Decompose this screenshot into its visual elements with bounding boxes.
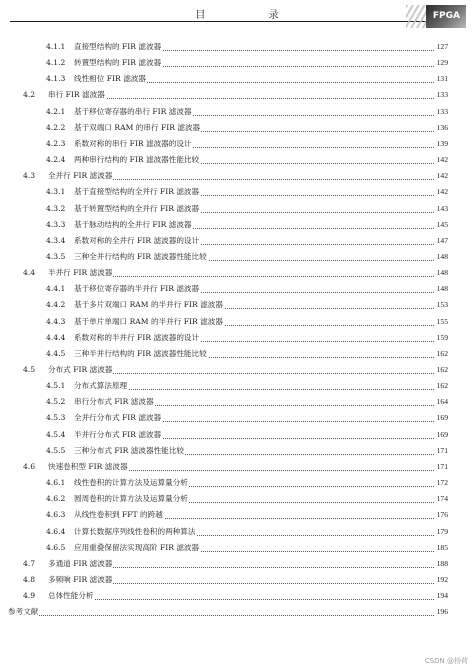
toc-title: 两种串行结构的 FIR 滤波器性能比较	[74, 153, 200, 167]
toc-title: 半并行分布式 FIR 滤波器	[74, 428, 162, 442]
toc-title: 转置型结构的 FIR 滤波器	[74, 56, 162, 70]
toc-page-number: 171	[436, 460, 448, 474]
toc-subsection-entry	[46, 492, 448, 506]
toc-title: 基于双端口 RAM 的串行 FIR 滤波器	[74, 121, 201, 135]
toc-title: 系数对称的串行 FIR 滤波器的设计	[74, 137, 193, 151]
toc-subsection-entry	[46, 298, 448, 312]
toc-title: 串行分布式 FIR 滤波器	[74, 395, 155, 409]
toc-subsection-entry	[46, 153, 448, 167]
toc-subsection-entry	[46, 185, 448, 199]
toc-number: 4.6.2	[46, 494, 66, 504]
toc-title: 基于多片双端口 RAM 的半并行 FIR 滤波器	[74, 298, 224, 312]
toc-number: 4.6.5	[46, 542, 66, 552]
toc-subsection-entry	[46, 202, 448, 216]
page-header	[0, 0, 474, 26]
toc-title: 计算长数据序列线性卷积的两种算法	[74, 525, 197, 539]
toc-number: 4.7	[23, 558, 36, 568]
toc-page-number: 145	[436, 218, 448, 232]
toc-title: 线性卷积的计算方法及运算量分析	[74, 476, 189, 490]
toc-number: 4.3.4	[46, 235, 66, 245]
toc-page-number: 127	[436, 40, 448, 54]
toc-subsection-entry	[46, 428, 448, 442]
toc-page-number: 148	[436, 250, 448, 264]
toc-subsection-entry	[46, 379, 448, 393]
toc-number: 4.2	[23, 90, 36, 100]
toc-page-number: 176	[436, 508, 448, 522]
toc-number: 4.1.3	[46, 74, 66, 84]
dot-leader	[8, 615, 434, 616]
toc-number: 4.5.3	[46, 413, 66, 423]
toc-number: 4.3	[23, 171, 36, 181]
toc-number: 4.1.1	[46, 42, 66, 51]
toc-title: 全并行 FIR 滤波器	[48, 169, 113, 183]
toc-number: 4.9	[23, 591, 36, 601]
toc-number: 4.5.5	[46, 445, 66, 455]
logo-stripes	[406, 5, 426, 28]
toc-title: 总体性能分析	[48, 589, 95, 603]
toc-subsection-entry	[46, 525, 448, 539]
toc-subsection-entry	[46, 250, 448, 264]
toc-title: 分布式 FIR 滤波器	[48, 363, 113, 377]
toc-page-number: 142	[436, 153, 448, 167]
toc-page-number: 174	[436, 492, 448, 506]
toc-page-number: 148	[436, 282, 448, 296]
toc-number: 4.5	[23, 365, 36, 374]
toc-page-number: 192	[436, 573, 448, 587]
toc-section-entry	[23, 266, 448, 280]
toc-number: 4.6.1	[46, 478, 66, 488]
toc-page-number: 131	[436, 72, 448, 86]
toc-subsection-entry	[46, 56, 448, 70]
toc-number: 4.4	[23, 268, 36, 278]
toc-title: 基于移位寄存器的串行 FIR 滤波器	[74, 105, 193, 119]
toc-number: 4.4.5	[46, 348, 66, 358]
toc-number: 4.4.1	[46, 284, 66, 294]
toc-page-number: 196	[436, 605, 448, 619]
page-title: 目 录	[195, 10, 309, 21]
toc-page-number: 133	[436, 105, 448, 119]
toc-number: 4.2.2	[46, 122, 66, 132]
toc-subsection-entry	[46, 347, 448, 361]
toc-number: 4.4.2	[46, 300, 66, 310]
toc-title: 全并行分布式 FIR 滤波器	[74, 411, 162, 425]
fpga-logo	[406, 5, 466, 28]
toc-page-number: 162	[436, 379, 448, 393]
toc-page-number: 194	[436, 589, 448, 603]
toc-title: 基于直接型结构的全并行 FIR 滤波器	[74, 185, 200, 199]
toc-page-number: 133	[436, 88, 448, 102]
toc-subsection-entry	[46, 218, 448, 232]
toc-subsection-entry	[46, 315, 448, 329]
toc-title: 线性相位 FIR 滤波器	[74, 72, 147, 86]
toc-number: 4.3.2	[46, 203, 66, 213]
toc-subsection-entry	[46, 541, 448, 555]
toc-page-number: 171	[436, 444, 448, 458]
toc-subsection-entry	[46, 40, 448, 54]
toc-title: 三种分布式 FIR 滤波器性能比较	[74, 444, 185, 458]
toc-number: 4.8	[23, 574, 36, 584]
toc-number: 4.5.1	[46, 381, 66, 391]
toc-section-entry	[23, 363, 448, 377]
toc-title: 圆周卷积的计算方法及运算量分析	[74, 492, 189, 506]
toc-number: 4.1.2	[46, 58, 66, 68]
toc-subsection-entry	[46, 508, 448, 522]
toc-title: 半并行 FIR 滤波器	[48, 266, 113, 280]
toc-number: 4.3.3	[46, 219, 66, 229]
toc-number: 4.5.2	[46, 397, 66, 407]
toc-section-entry	[23, 573, 448, 587]
toc-subsection-entry	[46, 444, 448, 458]
toc-title: 参考文献	[8, 605, 39, 619]
toc-subsection-entry	[46, 411, 448, 425]
toc-section-entry	[23, 589, 448, 603]
dot-leader	[48, 98, 434, 99]
toc-title: 基于单片单端口 RAM 的半并行 FIR 滤波器	[74, 315, 224, 329]
toc-title: 基于移位寄存器的半并行 FIR 滤波器	[74, 282, 200, 296]
toc-top-entry	[8, 605, 448, 619]
toc-page-number: 159	[436, 331, 448, 345]
toc-page-number: 164	[436, 395, 448, 409]
toc-number: 4.4.4	[46, 332, 66, 342]
toc-subsection-entry	[46, 137, 448, 151]
toc-page-number: 142	[436, 185, 448, 199]
toc-page-number: 143	[436, 202, 448, 216]
toc-subsection-entry	[46, 282, 448, 296]
toc-page-number: 136	[436, 121, 448, 135]
toc-subsection-entry	[46, 72, 448, 86]
toc-subsection-entry	[46, 121, 448, 135]
toc-title: 三种全并行结构的 FIR 滤波器性能比较	[74, 250, 208, 264]
toc-title: 直接型结构的 FIR 滤波器	[74, 40, 162, 54]
toc-title: 基于脉动结构的全并行 FIR 滤波器	[74, 218, 193, 232]
toc-number: 4.2.3	[46, 138, 66, 148]
toc-section-entry	[23, 460, 448, 474]
toc-number: 4.3.1	[46, 187, 66, 197]
toc-page-number: 162	[436, 347, 448, 361]
toc-page-number: 188	[436, 557, 448, 571]
toc-number: 4.2.1	[46, 106, 66, 116]
logo-text: FPGA	[432, 11, 460, 21]
watermark: CSDN @杨荷	[424, 657, 468, 665]
toc-subsection-entry	[46, 476, 448, 490]
toc-number: 4.6.4	[46, 526, 66, 536]
toc-page-number: 139	[436, 137, 448, 151]
toc-page-number: 142	[436, 169, 448, 183]
toc-page-number: 179	[436, 525, 448, 539]
toc-title: 多频响 FIR 滤波器	[48, 573, 113, 587]
header-rule	[10, 21, 464, 22]
toc-page-number: 147	[436, 234, 448, 248]
toc-page-number: 155	[436, 315, 448, 329]
toc-section-entry	[23, 557, 448, 571]
toc-number: 4.5.4	[46, 429, 66, 439]
toc-page-number: 169	[436, 428, 448, 442]
toc-number: 4.6.3	[46, 510, 66, 520]
toc-title: 分布式算法原理	[74, 379, 128, 393]
toc-page-number: 169	[436, 411, 448, 425]
toc-subsection-entry	[46, 331, 448, 345]
toc-title: 快速卷积型 FIR 滤波器	[48, 460, 129, 474]
toc-title: 从线性卷积到 FFT 的跨越	[74, 508, 164, 522]
toc-number: 4.3.5	[46, 251, 66, 261]
toc-title: 多通道 FIR 滤波器	[48, 557, 113, 571]
toc-section-entry	[23, 88, 448, 102]
toc-page-number: 148	[436, 266, 448, 280]
toc-number: 4.4.3	[46, 316, 66, 326]
toc-title: 三种半并行结构的 FIR 滤波器性能比较	[74, 347, 208, 361]
toc-title: 系数对称的半并行 FIR 滤波器的设计	[74, 331, 200, 345]
toc-number: 4.6	[23, 461, 36, 471]
toc-section-entry	[23, 169, 448, 183]
toc-title: 系数对称的全并行 FIR 滤波器的设计	[74, 234, 200, 248]
toc-page-number: 129	[436, 56, 448, 70]
toc-subsection-entry	[46, 234, 448, 248]
toc-subsection-entry	[46, 105, 448, 119]
toc-title: 应用重叠保留法实现高阶 FIR 滤波器	[74, 541, 200, 555]
toc-page-number: 153	[436, 298, 448, 312]
toc-title: 串行 FIR 滤波器	[48, 88, 106, 102]
toc-subsection-entry	[46, 395, 448, 409]
toc-number: 4.2.4	[46, 155, 66, 165]
dot-leader	[48, 599, 434, 600]
toc-page-number: 185	[436, 541, 448, 555]
toc-title: 基于转置型结构的全并行 FIR 滤波器	[74, 202, 200, 216]
toc-page-number: 172	[436, 476, 448, 490]
toc-page-number: 162	[436, 363, 448, 377]
